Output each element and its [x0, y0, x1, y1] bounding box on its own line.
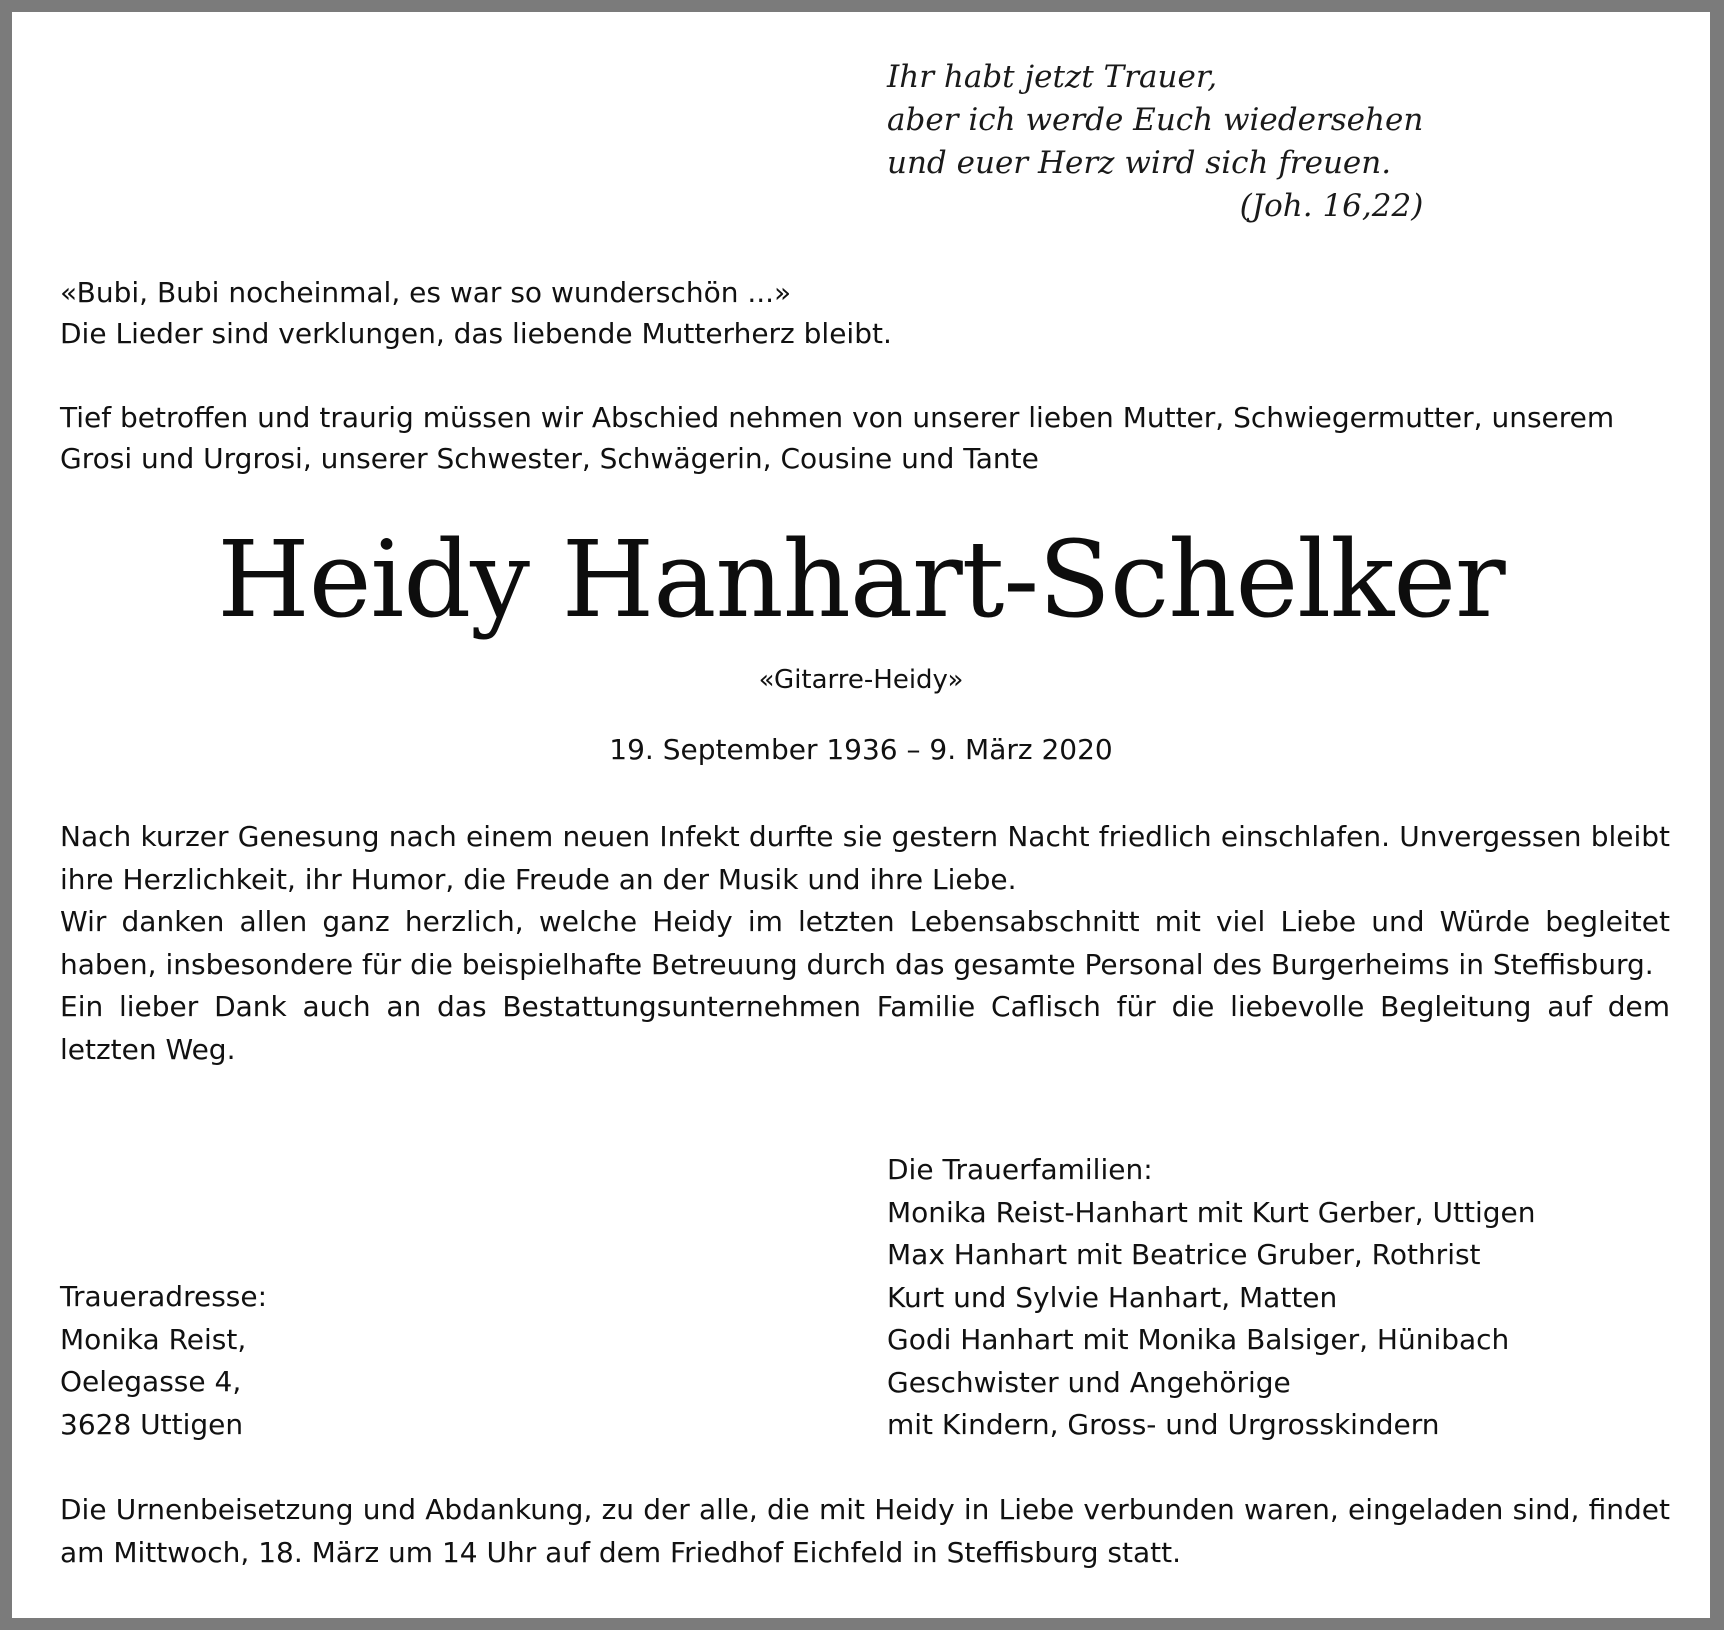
- family-member: Geschwister und Angehörige: [887, 1365, 1291, 1399]
- intro-quote: [60, 272, 892, 354]
- body-paragraph: Nach kurzer Genesung nach einem neuen Infekt durfte sie gestern Nacht friedlich einschlafen. Unvergessen bleibt ihre Herzlichkeit, ihr Humor, die Freude an der Musik und ihre Liebe.: [60, 820, 1670, 896]
- lead-line: Grosi und Urgrosi, unserer Schwester, Schwägerin, Cousine und Tante: [60, 442, 1039, 475]
- address-line: Oelegasse 4,: [60, 1365, 242, 1398]
- address-line: 3628 Uttigen: [60, 1407, 244, 1441]
- verse-line: Ihr habt jetzt Trauer,: [887, 59, 1218, 95]
- obituary-notice: [12, 12, 1710, 1618]
- body-paragraph: Wir danken allen ganz herzlich, welche Heidy im letzten Lebensabschnitt mit viel Liebe und Würde begleitet haben, insbesondere für die beispielhafte Betreuung durch das gesamte Personal des Burgerheims in Steffisburg.: [60, 905, 1670, 981]
- body-paragraph: Ein lieber Dank auch an das Bestattungsunternehmen Familie Caflisch für die liebevolle Begleitung auf dem letzten Weg.: [60, 990, 1670, 1066]
- family-member: Max Hanhart mit Beatrice Gruber, Rothrist: [887, 1238, 1481, 1271]
- lead-text: [60, 397, 1614, 479]
- verse-line: und euer Herz wird sich freuen.: [887, 145, 1392, 181]
- life-dates: 19. September 1936 – 9. März 2020: [609, 733, 1113, 766]
- family-member: Godi Hanhart mit Monika Balsiger, Hünibach: [887, 1323, 1510, 1356]
- family-heading: Die Trauerfamilien:: [887, 1153, 1153, 1186]
- body-text: [60, 816, 1670, 1071]
- address-heading: Traueradresse:: [60, 1280, 268, 1313]
- mourning-families: [887, 1149, 1535, 1447]
- deceased-nickname: «Gitarre-Heidy»: [758, 665, 964, 695]
- intro-line: Die Lieder sind verklungen, das liebende Mutterherz bleibt.: [60, 317, 892, 350]
- verse-line: aber ich werde Euch wiedersehen: [887, 102, 1424, 138]
- family-member: Kurt und Sylvie Hanhart, Matten: [887, 1280, 1338, 1314]
- intro-line: «Bubi, Bubi nocheinmal, es war so wunderschön ...»: [60, 276, 792, 309]
- verse-reference: (Joh. 16,22): [1239, 188, 1424, 224]
- family-member: Monika Reist-Hanhart mit Kurt Gerber, Uttigen: [887, 1195, 1536, 1229]
- family-member: mit Kindern, Gross- und Urgrosskindern: [887, 1408, 1440, 1441]
- address-line: Monika Reist,: [60, 1322, 247, 1356]
- mourning-address: [60, 1276, 267, 1446]
- deceased-name: Heidy Hanhart-Schelker: [217, 518, 1505, 641]
- lead-line: Tief betroffen und traurig müssen wir Abschied nehmen von unserer lieben Mutter, Schwiegermutter, unserem: [60, 401, 1615, 434]
- funeral-notice: Die Urnenbeisetzung und Abdankung, zu der alle, die mit Heidy in Liebe verbunden waren, eingeladen sind, findet am Mittwoch, 18. März um 14 Uhr auf dem Friedhof Eichfeld in Steffisburg statt.: [60, 1493, 1670, 1569]
- bible-verse: [887, 56, 1423, 228]
